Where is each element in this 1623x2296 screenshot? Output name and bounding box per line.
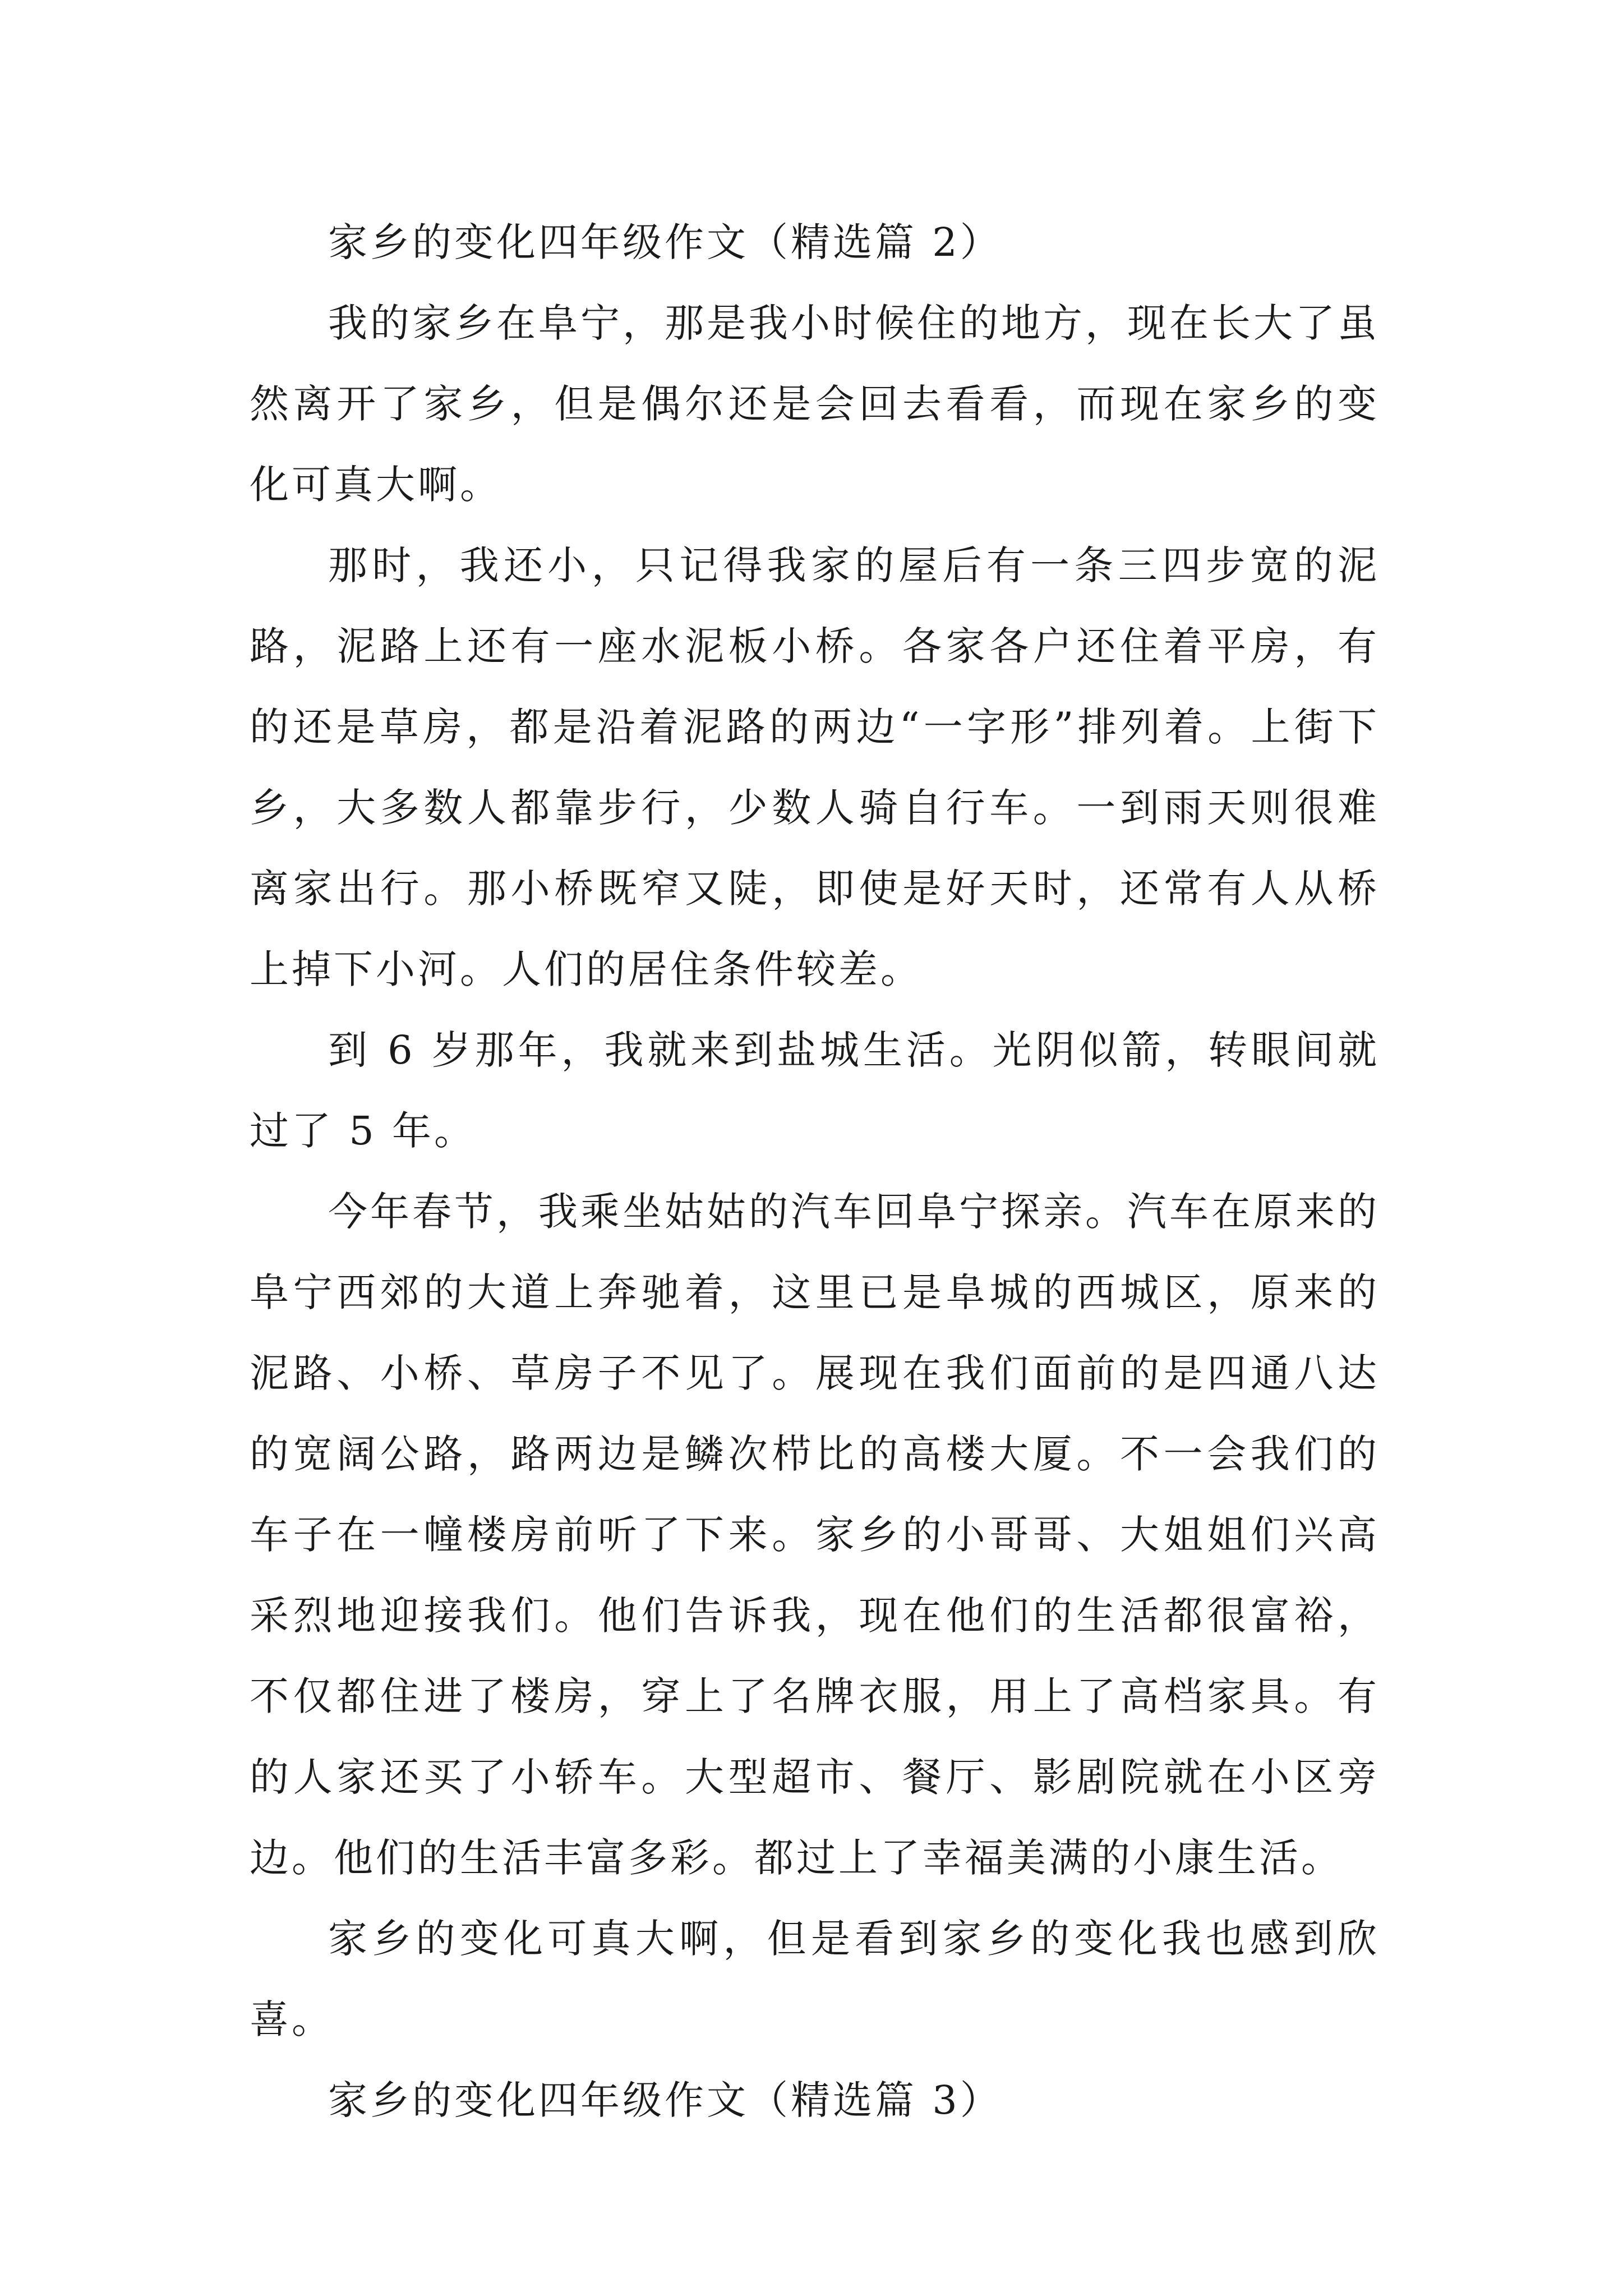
essay-heading-3: 家乡的变化四年级作文（精选篇 3） — [328, 2077, 1002, 2123]
document-body — [250, 202, 1380, 2141]
paragraph-intro: 我的家乡在阜宁，那是我小时候住的地方，现在长大了虽然离开了家乡，但是偶尔还是会回去看看，而现在家乡的变化可真大啊。 — [250, 300, 1380, 508]
paragraph-conclusion: 家乡的变化可真大啊，但是看到家乡的变化我也感到欣喜。 — [250, 1916, 1380, 2042]
essay-heading-2: 家乡的变化四年级作文（精选篇 2） — [328, 219, 1002, 265]
paragraph-past: 那时，我还小，只记得我家的屋后有一条三四步宽的泥路，泥路上还有一座水泥板小桥。各家各户还住着平房，有的还是草房，都是沿着泥路的两边“一字形”排列着。上街下乡，大多数人都靠步行，少数人骑自行车。一到雨天则很难离家出行。那小桥既窄又陡，即使是好天时，还常有人从桥上掉下小河。人们的居住条件较差。 — [250, 542, 1380, 992]
paragraph-visit: 今年春节，我乘坐姑姑的汽车回阜宁探亲。汽车在原来的阜宁西郊的大道上奔驰着，这里已是阜城的西城区，原来的泥路、小桥、草房子不见了。展现在我们面前的是四通八达的宽阔公路，路两边是鳞次栉比的高楼大厦。不一会我们的车子在一幢楼房前听了下来。家乡的小哥哥、大姐姐们兴高采烈地迎接我们。他们告诉我，现在他们的生活都很富裕，不仅都住进了楼房，穿上了名牌衣服，用上了高档家具。有的人家还买了小轿车。大型超市、餐厅、影剧院就在小区旁边。他们的生活丰富多彩。都过上了幸福美满的小康生活。 — [250, 1189, 1380, 1881]
paragraph-moved: 到 6 岁那年，我就来到盐城生活。光阴似箭，转眼间就过了 5 年。 — [250, 1027, 1380, 1154]
